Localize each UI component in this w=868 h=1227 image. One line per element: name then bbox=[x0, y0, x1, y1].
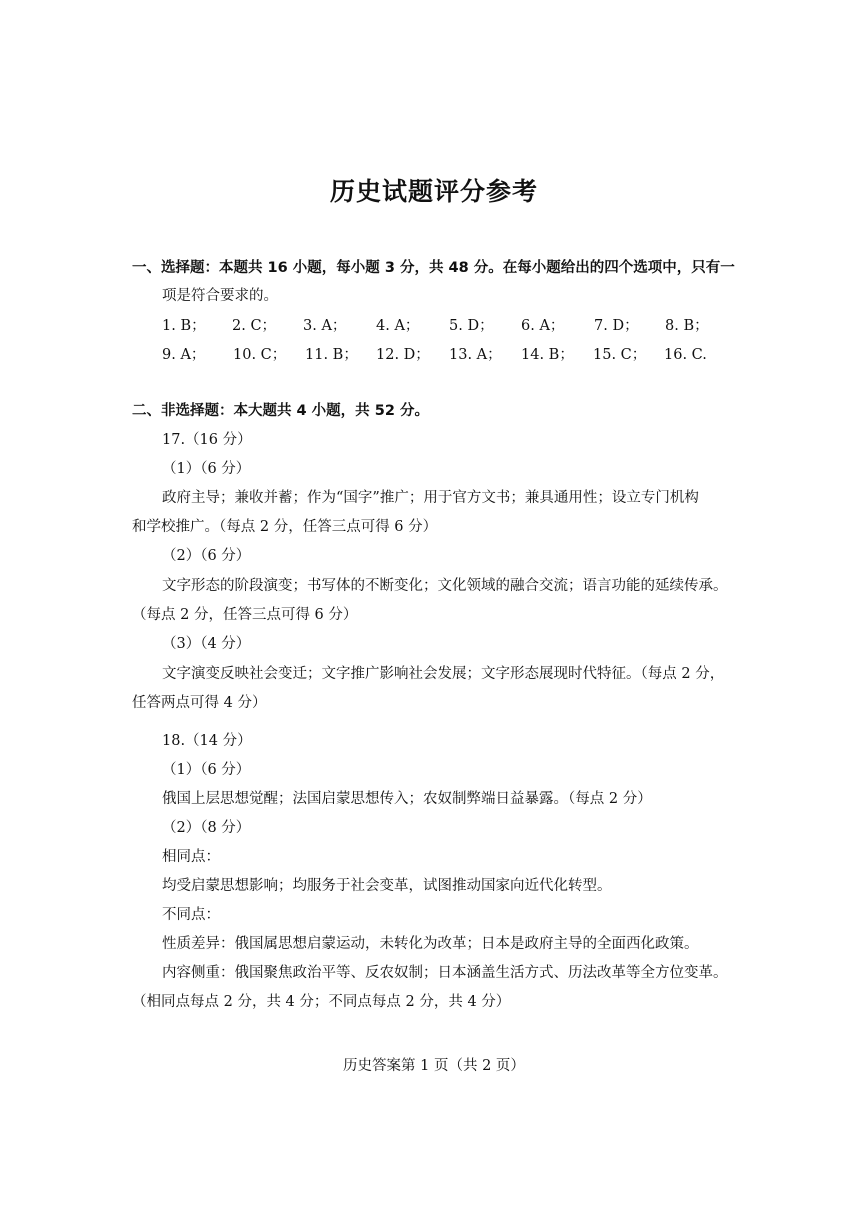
answer-item: 11. B； bbox=[305, 347, 358, 363]
answer-text: 任答两点可得 4 分） bbox=[132, 695, 267, 711]
answer-label: 相同点： bbox=[162, 849, 220, 865]
answer-item: 2. C； bbox=[232, 318, 277, 334]
subquestion-header: （1）（6 分） bbox=[162, 762, 251, 778]
answer-item: 1. B； bbox=[162, 318, 206, 334]
section1-heading: 一、选择题：本题共 16 小题，每小题 3 分，共 48 分。在每小题给出的四个选项中，只有一 bbox=[132, 260, 735, 276]
subquestion-header: （2）（8 分） bbox=[162, 820, 251, 836]
answer-item: 14. B； bbox=[521, 347, 574, 363]
question-18-header: 18.（14 分） bbox=[162, 733, 252, 749]
answer-item: 15. C； bbox=[593, 347, 647, 363]
page-footer: 历史答案第 1 页（共 2 页） bbox=[343, 1058, 525, 1074]
answer-text: 俄国上层思想觉醒；法国启蒙思想传入；农奴制弊端日益暴露。（每点 2 分） bbox=[162, 791, 652, 807]
answer-text: 文字演变反映社会变迁；文字推广影响社会发展；文字形态展现时代特征。（每点 2 分， bbox=[162, 666, 725, 682]
section2-heading: 二、非选择题：本大题共 4 小题，共 52 分。 bbox=[132, 403, 429, 419]
answer-label: 不同点： bbox=[162, 907, 220, 923]
answer-item: 5. D； bbox=[449, 318, 494, 334]
section1-heading-cont: 项是符合要求的。 bbox=[162, 288, 278, 304]
answer-text: 内容侧重：俄国聚焦政治平等、反农奴制；日本涵盖生活方式、历法改革等全方位变革。 bbox=[162, 965, 728, 981]
question-17-header: 17.（16 分） bbox=[162, 432, 252, 448]
answer-text: 文字形态的阶段演变；书写体的不断变化；文化领域的融合交流；语言功能的延续传承。 bbox=[162, 578, 728, 594]
answer-text: （相同点每点 2 分，共 4 分；不同点每点 2 分，共 4 分） bbox=[132, 994, 511, 1010]
answer-text: 性质差异：俄国属思想启蒙运动，未转化为改革；日本是政府主导的全面西化政策。 bbox=[162, 936, 699, 952]
answer-text: 和学校推广。（每点 2 分，任答三点可得 6 分） bbox=[132, 519, 438, 535]
answer-item: 13. A； bbox=[449, 347, 502, 363]
answer-item: 3. A； bbox=[303, 318, 347, 334]
answer-item: 7. D； bbox=[594, 318, 639, 334]
answer-text: （每点 2 分，任答三点可得 6 分） bbox=[132, 607, 358, 623]
subquestion-header: （2）（6 分） bbox=[162, 548, 251, 564]
answer-item: 6. A； bbox=[521, 318, 565, 334]
answer-text: 政府主导；兼收并蓄；作为“国字”推广；用于官方文书；兼具通用性；设立专门机构 bbox=[162, 490, 699, 506]
answer-item: 8. B； bbox=[665, 318, 709, 334]
answer-text: 均受启蒙思想影响；均服务于社会变革，试图推动国家向近代化转型。 bbox=[162, 878, 612, 894]
answer-item: 9. A； bbox=[162, 347, 206, 363]
answer-item: 10. C； bbox=[233, 347, 287, 363]
answer-item: 4. A； bbox=[376, 318, 420, 334]
subquestion-header: （1）（6 分） bbox=[162, 461, 251, 477]
subquestion-header: （3）（4 分） bbox=[162, 636, 251, 652]
page-title: 历史试题评分参考 bbox=[329, 177, 538, 206]
answer-item: 16. C. bbox=[664, 347, 707, 363]
answer-item: 12. D； bbox=[376, 347, 430, 363]
